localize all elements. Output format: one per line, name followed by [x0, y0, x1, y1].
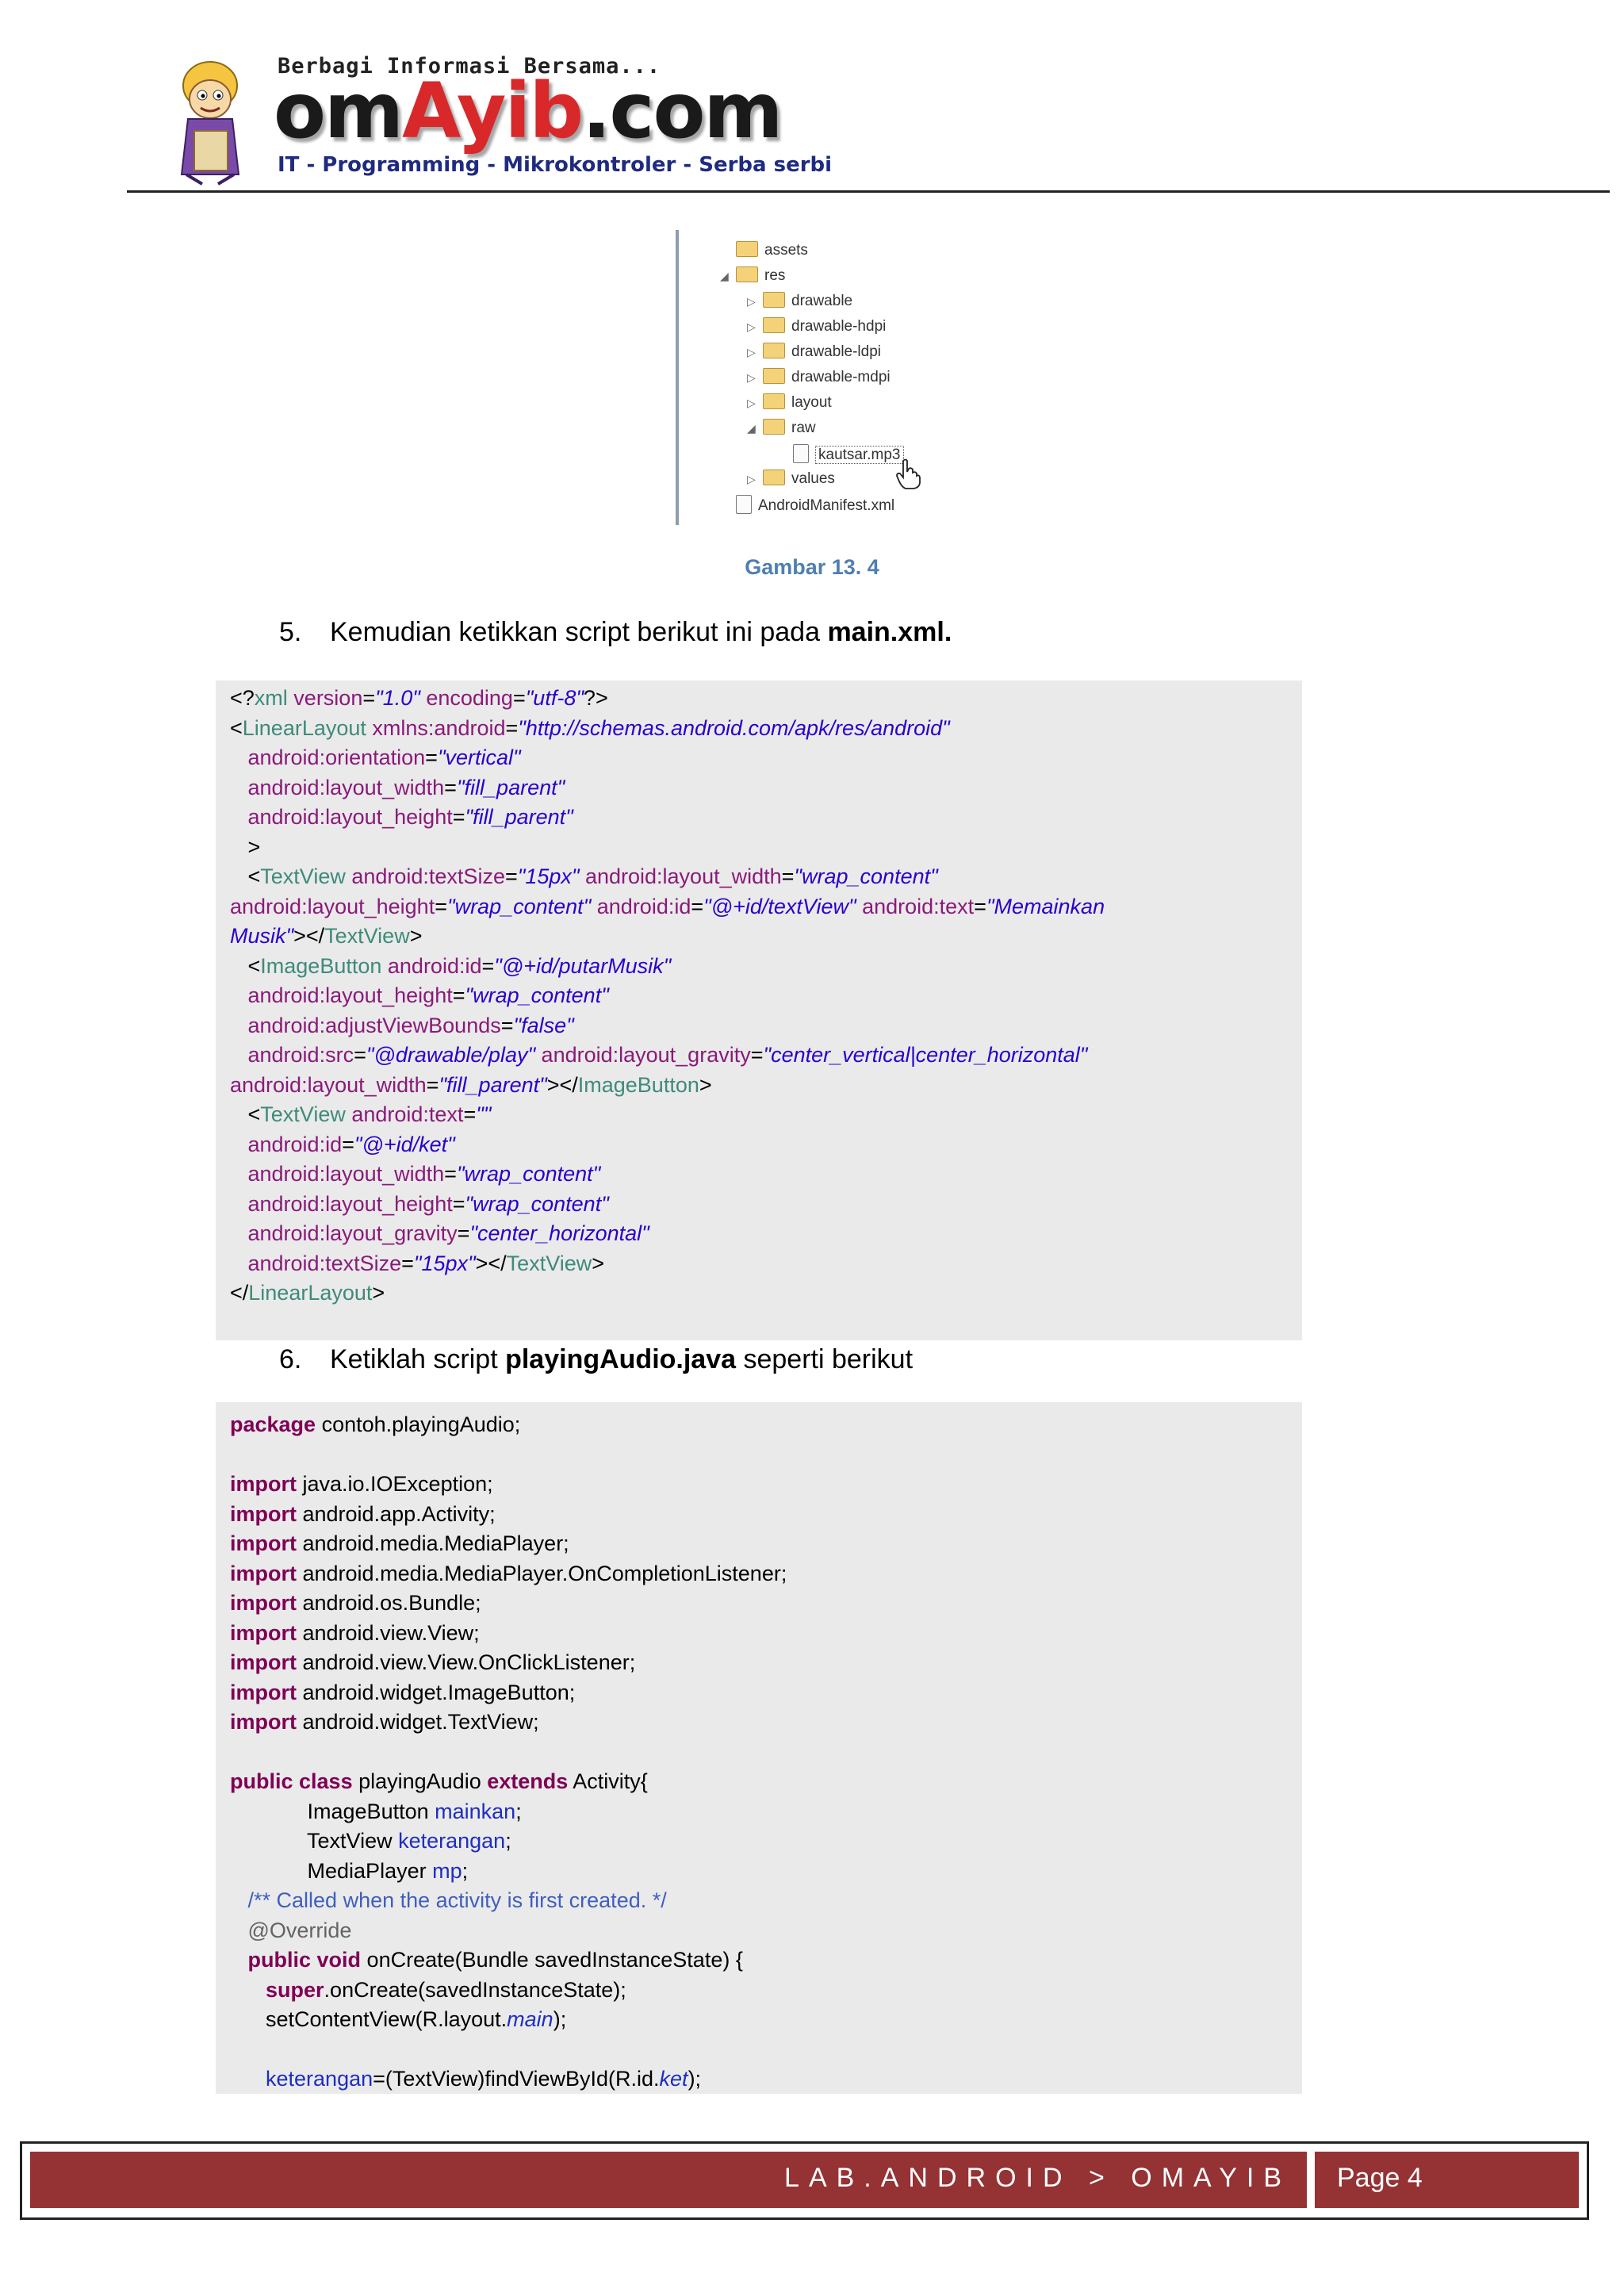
code-token: android:src — [230, 1043, 354, 1067]
tree-item-label: drawable-mdpi — [791, 369, 891, 385]
code-line — [230, 1529, 787, 1559]
code-token: android:text — [856, 894, 975, 918]
code-token: = — [505, 715, 519, 740]
code-token: ; — [462, 1858, 469, 1883]
page-number-text: Page 4 — [1337, 2163, 1423, 2193]
code-token: mp — [432, 1858, 462, 1883]
code-token: ; — [505, 1829, 511, 1853]
code-token: Activity{ — [568, 1769, 648, 1793]
step-filename: main.xml. — [827, 617, 952, 647]
folder-icon — [736, 266, 758, 282]
file-icon — [793, 444, 809, 463]
code-token: ></ — [546, 1072, 578, 1097]
code-token: android:layout_gravity — [535, 1043, 751, 1067]
code-line — [230, 1100, 1105, 1130]
code-token: = — [512, 686, 526, 710]
code-line — [230, 1041, 1105, 1071]
code-token: = — [463, 1102, 477, 1126]
xml-code-block — [216, 680, 1302, 1340]
code-token: "fill_parent" — [439, 1072, 547, 1097]
tree-item-label: layout — [791, 394, 832, 411]
step-text-after: seperti berikut — [736, 1344, 914, 1374]
code-token: super — [266, 1977, 324, 2002]
code-token: "center_vertical|center_horizontal" — [763, 1043, 1088, 1067]
code-token: keterangan — [266, 2067, 373, 2091]
code-token: android:layout_width — [230, 1072, 427, 1097]
code-token: </ — [230, 1281, 249, 1305]
code-line — [230, 1071, 1105, 1101]
footer-lab-text: LAB.ANDROID > OMAYIB — [784, 2163, 1291, 2193]
code-token: import — [230, 1650, 297, 1674]
code-token: import — [230, 1501, 297, 1526]
code-token: "@+id/textView" — [703, 894, 856, 918]
code-token: android:layout_width — [230, 775, 445, 799]
code-token: LinearLayout — [248, 1281, 373, 1305]
code-line — [230, 1500, 787, 1530]
code-line — [230, 1678, 787, 1708]
page-header — [0, 0, 1624, 198]
code-token: = — [444, 1162, 457, 1186]
code-token: = — [401, 1251, 414, 1275]
folder-icon — [763, 419, 785, 435]
code-token: ket — [659, 2067, 688, 2091]
code-token: import — [230, 1531, 297, 1555]
code-token: ></ — [475, 1251, 507, 1275]
tree-item-label: drawable-ldpi — [791, 343, 882, 360]
code-token: = — [750, 1043, 764, 1067]
folder-icon — [763, 343, 785, 358]
code-token: "utf-8" — [525, 686, 584, 710]
code-token: /** Called when the activity is first created. */ — [230, 1888, 667, 1912]
code-token: android:layout_gravity — [230, 1221, 458, 1245]
collapsed-arrow-icon: ▷ — [747, 320, 756, 333]
code-token: "wrap_content" — [446, 894, 592, 918]
folder-icon — [736, 241, 758, 257]
code-token: "@drawable/play" — [366, 1043, 536, 1067]
folder-icon — [763, 470, 785, 485]
code-token — [230, 1978, 266, 2002]
code-token: "center_horizontal" — [469, 1221, 649, 1245]
logo-com: .com — [582, 67, 782, 155]
code-token: java.io.IOException; — [297, 1472, 493, 1496]
code-token: <? — [230, 686, 255, 710]
code-token: package — [230, 1412, 316, 1436]
code-token: = — [452, 805, 465, 829]
mascot-logo-icon — [163, 56, 258, 186]
code-line — [230, 1945, 787, 1976]
site-logo-text — [274, 67, 782, 155]
code-token: .onCreate(savedInstanceState); — [324, 1977, 626, 2002]
code-token: TextView — [230, 1829, 399, 1853]
code-token: playingAudio — [352, 1769, 488, 1793]
footer-lab-label — [30, 2152, 1307, 2208]
code-line — [230, 1886, 787, 1916]
code-token: = — [500, 1013, 514, 1037]
collapsed-arrow-icon: ▷ — [747, 371, 756, 384]
tree-item[interactable] — [747, 343, 881, 366]
code-line — [230, 1826, 787, 1857]
code-line — [230, 1589, 787, 1619]
code-token: class — [299, 1769, 353, 1793]
code-token: public — [247, 1948, 312, 1972]
code-token: contoh.playingAudio; — [316, 1412, 521, 1436]
code-line — [230, 1559, 787, 1589]
code-token: = — [452, 983, 465, 1007]
collapsed-arrow-icon: ▷ — [747, 397, 756, 409]
tree-item-label: assets — [764, 242, 808, 259]
code-token: android:orientation — [230, 746, 426, 769]
code-token — [230, 1948, 248, 1972]
code-token: "http://schemas.android.com/apk/res/android" — [518, 715, 950, 740]
code-token: android:textSize — [345, 864, 505, 888]
code-token: "15px" — [413, 1251, 476, 1275]
code-token: TextView — [260, 1102, 346, 1126]
code-line — [230, 1976, 787, 2006]
code-token: android:layout_height — [230, 1191, 453, 1216]
tree-item-label: raw — [791, 420, 816, 436]
java-code-block — [216, 1402, 1302, 2094]
code-line — [230, 892, 1105, 922]
expanded-arrow-icon: ◢ — [720, 270, 729, 282]
code-token: > — [699, 1072, 712, 1097]
code-line — [230, 2035, 787, 2065]
code-token: android:adjustViewBounds — [230, 1013, 501, 1037]
code-token: public — [230, 1769, 293, 1793]
tree-item-label: drawable-hdpi — [791, 318, 887, 335]
xml-code — [230, 684, 1105, 1309]
tree-item[interactable] — [720, 495, 894, 519]
code-line — [230, 1619, 787, 1649]
code-token: < — [230, 864, 261, 888]
code-token: android:text — [345, 1102, 464, 1126]
logo-om: om — [274, 67, 402, 155]
code-line — [230, 1648, 787, 1678]
code-line — [230, 1011, 1105, 1041]
tree-item[interactable] — [720, 266, 785, 290]
code-token: = — [342, 1132, 354, 1156]
code-token: = — [781, 864, 795, 888]
code-line — [230, 1278, 1105, 1309]
code-token: ?> — [583, 686, 608, 710]
code-token: "vertical" — [437, 746, 521, 769]
folder-icon — [763, 368, 785, 384]
code-token: "@+id/putarMusik" — [494, 953, 672, 978]
code-token: "false" — [513, 1013, 574, 1037]
code-line — [230, 2005, 787, 2035]
code-token: TextView — [324, 924, 410, 948]
code-token: > — [409, 924, 423, 948]
code-token: android:layout_height — [230, 805, 453, 829]
code-token: = — [974, 894, 986, 918]
code-token: import — [230, 1561, 297, 1585]
code-token: = — [481, 953, 495, 978]
code-token: "" — [476, 1102, 492, 1126]
code-token: android.media.MediaPlayer.OnCompletionListener; — [297, 1561, 787, 1585]
code-line — [230, 773, 1105, 803]
code-token: android:layout_width — [579, 864, 782, 888]
java-code — [230, 1410, 787, 2095]
code-token: ImageButton — [230, 1799, 435, 1823]
hand-cursor-icon — [894, 458, 922, 489]
code-token: ImageButton — [260, 953, 382, 978]
code-line — [230, 1857, 787, 1887]
code-token: xml — [254, 686, 288, 710]
code-token: android.view.View.OnClickListener; — [297, 1650, 636, 1674]
tree-item[interactable] — [747, 470, 835, 493]
code-token: "@+id/ket" — [354, 1132, 455, 1156]
tree-item-label: AndroidManifest.xml — [758, 497, 895, 514]
code-token: android:layout_height — [230, 983, 453, 1007]
code-token: < — [230, 1102, 261, 1126]
tree-item[interactable] — [720, 241, 808, 265]
code-token: ></ — [293, 924, 325, 948]
code-token: onCreate(Bundle savedInstanceState) { — [361, 1948, 743, 1972]
folder-icon — [763, 317, 785, 333]
step-5 — [279, 617, 952, 648]
code-token: android.widget.ImageButton; — [297, 1680, 576, 1704]
code-token: > — [372, 1281, 385, 1305]
page-footer — [20, 2141, 1589, 2220]
tree-border-line — [676, 230, 679, 525]
code-line — [230, 1130, 1105, 1160]
code-token: ); — [688, 2067, 702, 2091]
code-token: "Memainkan — [986, 894, 1105, 918]
code-token: "wrap_content" — [456, 1162, 601, 1186]
code-line — [230, 1470, 787, 1500]
code-token: ; — [515, 1799, 522, 1823]
code-token: < — [230, 715, 243, 740]
code-token: mainkan — [435, 1799, 516, 1823]
step-text: Ketiklah script — [330, 1344, 506, 1374]
project-tree-figure — [674, 230, 944, 525]
collapsed-arrow-icon: ▷ — [747, 473, 756, 485]
code-token: = — [426, 1072, 439, 1097]
step-6 — [279, 1344, 913, 1375]
code-token: main — [507, 2007, 553, 2031]
step-text: Kemudian ketikkan script berikut ini pada — [330, 617, 828, 647]
code-line — [230, 714, 1105, 744]
tree-item[interactable] — [747, 292, 852, 316]
code-line — [230, 1767, 787, 1797]
code-token: version — [287, 686, 363, 710]
tree-item-label: res — [764, 267, 786, 284]
code-token: android.app.Activity; — [297, 1501, 496, 1526]
code-line — [230, 1916, 787, 1946]
code-token: "fill_parent" — [456, 775, 565, 799]
code-token: "fill_parent" — [465, 805, 573, 829]
header-divider — [127, 190, 1610, 193]
code-token: = — [691, 894, 704, 918]
code-token: LinearLayout — [242, 715, 366, 740]
code-token: import — [230, 1680, 297, 1704]
code-token: extends — [487, 1769, 569, 1793]
code-token: Musik" — [230, 924, 294, 948]
code-line — [230, 1440, 787, 1470]
tree-item-label: kautsar.mp3 — [815, 446, 904, 464]
code-token: "wrap_content" — [794, 864, 938, 888]
code-token: android:id — [591, 894, 691, 918]
code-line — [230, 952, 1105, 982]
code-token: = — [435, 894, 447, 918]
code-token: = — [354, 1043, 366, 1067]
header-subtagline: IT - Programming - Mikrokontroler - Serba serbi — [278, 153, 833, 177]
tree-item[interactable] — [747, 419, 816, 443]
code-token: import — [230, 1472, 297, 1496]
header-tagline: Berbagi Informasi Bersama... — [278, 54, 661, 79]
tree-item[interactable] — [777, 444, 904, 468]
logo-ayib: Ayib — [401, 67, 583, 155]
code-token: = — [452, 1191, 465, 1216]
code-token: keterangan — [398, 1829, 506, 1853]
file-icon — [736, 495, 752, 514]
code-token: =(TextView)findViewById(R.id. — [373, 2067, 660, 2091]
code-line — [230, 684, 1105, 714]
code-token: ); — [553, 2007, 567, 2031]
code-token: = — [504, 864, 518, 888]
code-token: TextView — [260, 864, 346, 888]
code-token: = — [425, 746, 438, 769]
code-token: void — [316, 1948, 362, 1972]
code-token — [311, 1948, 317, 1972]
code-token: android:layout_width — [230, 1162, 445, 1186]
code-line — [230, 1797, 787, 1827]
code-line — [230, 862, 1105, 892]
code-token: MediaPlayer — [230, 1858, 433, 1883]
code-token: android.view.View; — [297, 1620, 480, 1645]
code-token: "15px" — [517, 864, 580, 888]
step-number: 5. — [279, 617, 302, 647]
code-token — [230, 2067, 266, 2091]
code-token: setContentView(R.layout. — [230, 2007, 508, 2031]
code-token: @Override — [230, 1918, 352, 1942]
code-token: TextView — [506, 1251, 592, 1275]
code-line — [230, 1708, 787, 1738]
folder-icon — [763, 292, 785, 308]
code-line — [230, 803, 1105, 833]
code-line — [230, 1219, 1105, 1249]
expanded-arrow-icon: ◢ — [747, 422, 756, 435]
tree-item[interactable] — [747, 317, 886, 341]
code-token: android:layout_height — [230, 894, 435, 918]
code-token: = — [362, 686, 376, 710]
step-filename: playingAudio.java — [505, 1344, 737, 1374]
code-line — [230, 1159, 1105, 1190]
code-line — [230, 1738, 787, 1768]
code-token: android.os.Bundle; — [297, 1591, 481, 1615]
code-token: > — [230, 834, 261, 859]
code-line — [230, 922, 1105, 952]
code-line — [230, 833, 1105, 863]
code-token: > — [592, 1251, 605, 1275]
code-token — [293, 1769, 300, 1793]
code-line — [230, 1190, 1105, 1220]
code-line — [230, 743, 1105, 773]
code-token: = — [444, 775, 457, 799]
code-token: android.media.MediaPlayer; — [297, 1531, 569, 1555]
step-number: 6. — [279, 1344, 302, 1374]
collapsed-arrow-icon: ▷ — [747, 346, 756, 358]
code-token: encoding — [419, 686, 513, 710]
code-token: "wrap_content" — [465, 983, 609, 1007]
code-token: android.widget.TextView; — [297, 1710, 539, 1734]
code-token: import — [230, 1620, 297, 1645]
code-line — [230, 1410, 787, 1440]
code-token: < — [230, 953, 261, 978]
tree-item-label: drawable — [791, 293, 853, 309]
collapsed-arrow-icon: ▷ — [747, 295, 756, 308]
code-token: xmlns:android — [366, 715, 506, 740]
code-token: import — [230, 1710, 297, 1734]
code-line — [230, 1249, 1105, 1279]
code-token: android:id — [381, 953, 482, 978]
code-token: import — [230, 1591, 297, 1615]
tree-item[interactable] — [747, 368, 891, 392]
figure-caption: Gambar 13. 4 — [745, 555, 879, 579]
code-line — [230, 981, 1105, 1011]
code-token: android:textSize — [230, 1251, 402, 1275]
code-token: "wrap_content" — [465, 1191, 609, 1216]
code-token: android:id — [230, 1132, 343, 1156]
code-token: = — [457, 1221, 470, 1245]
code-token: "1.0" — [375, 686, 420, 710]
tree-item[interactable] — [747, 393, 832, 417]
code-line — [230, 2064, 787, 2095]
folder-icon — [763, 393, 785, 409]
tree-item-label: values — [791, 470, 835, 487]
code-token: ImageButton — [577, 1072, 699, 1097]
footer-page-number — [1315, 2152, 1579, 2208]
